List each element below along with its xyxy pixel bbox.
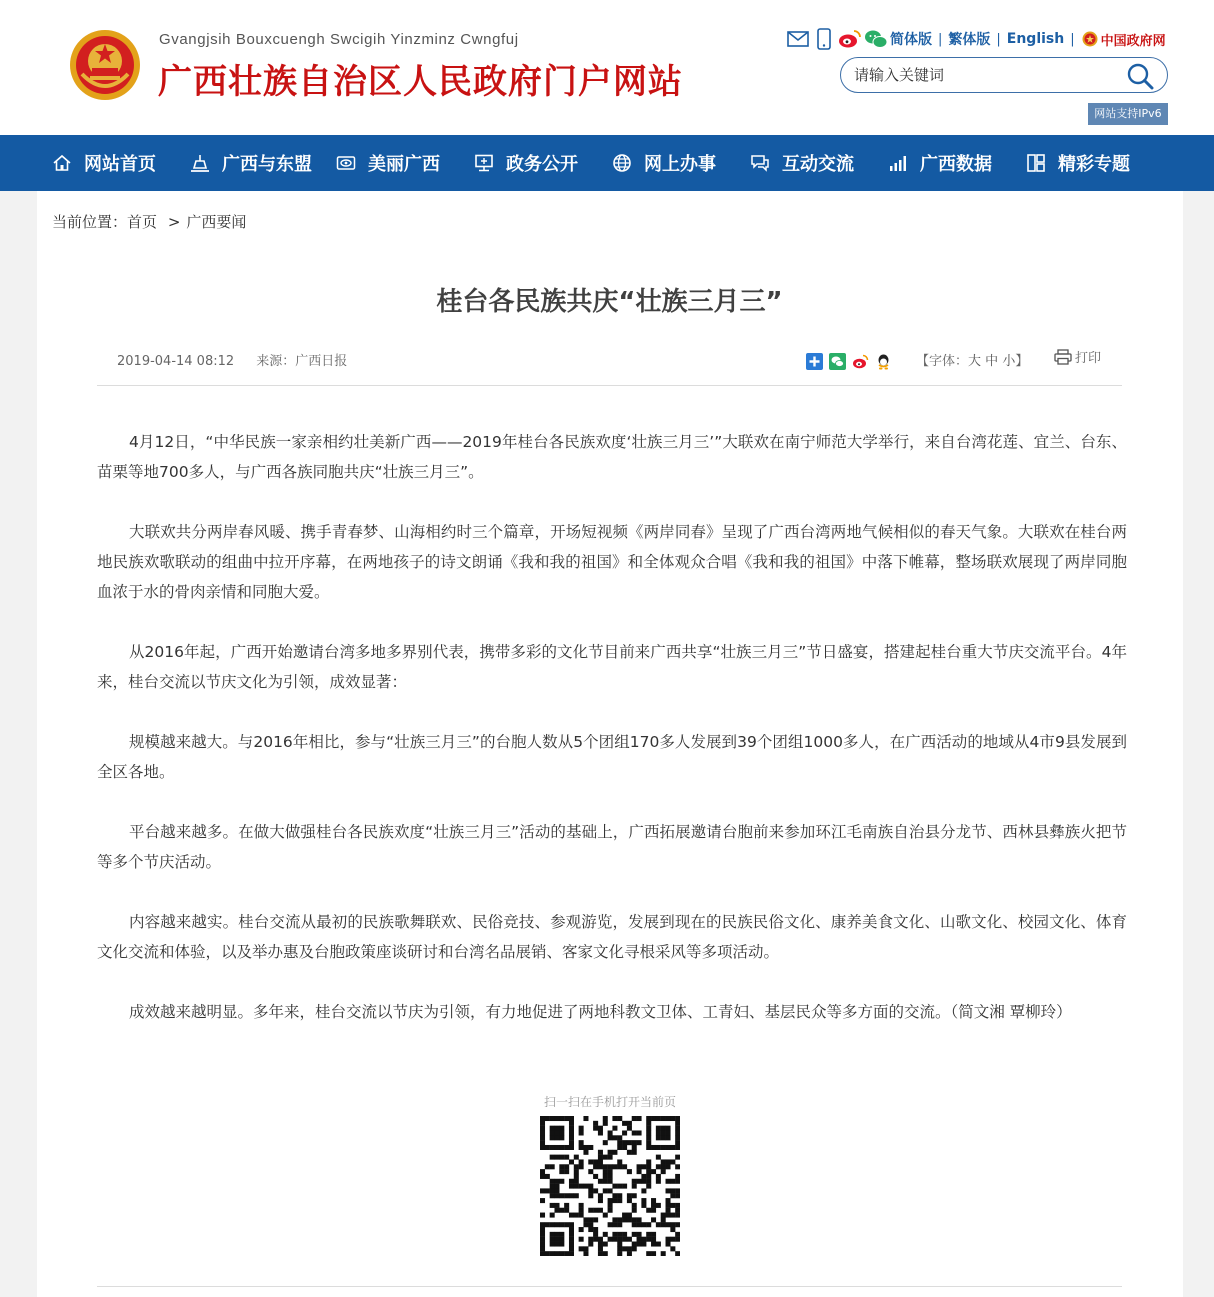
site-header — [0, 0, 1214, 135]
wechat-icon[interactable] — [864, 27, 888, 51]
article-paragraph: 规模越来越大。与2016年相比，参与“壮族三月三”的台胞人数从5个团组170多人发展到39个团组1000多人，在广西活动的地域从4市9县发展到全区各地。 — [97, 733, 1127, 781]
share-qq-icon[interactable] — [875, 353, 892, 370]
nav-label: 网上办事 — [644, 154, 716, 175]
print-label: 打印 — [1075, 351, 1102, 366]
separator: | — [996, 31, 1001, 47]
article-paragraph: 内容越来越实。桂台交流从最初的民族歌舞联欢、民俗竞技、参观游览，发展到现在的民族民俗文化、康养美食文化、山歌文化、校园文化、体育文化交流和体验，以及举办惠及台胞政策座谈研讨和台湾名品展销、客家文化寻根采风等多项活动。 — [97, 913, 1127, 961]
article-paragraph: 4月12日，“中华民族一家亲相约壮美新广西——2019年桂台各民族欢度‘壮族三月三’”大联欢在南宁师范大学举行，来自台湾花莲、宜兰、台东、苗栗等地700多人，与广西各族同胞共庆“壮族三月三”。 — [97, 433, 1127, 481]
monitor-icon — [474, 153, 494, 173]
nav-label: 精彩专题 — [1058, 154, 1130, 175]
qr-caption: 扫一扫在手机打开当前页 — [543, 1095, 676, 1109]
article-paragraph: 从2016年起，广西开始邀请台湾多地多界别代表，携带多彩的文化节目前来广西共享“壮族三月三”节日盛宴，搭建起桂台重大节庆交流平台。4年来，桂台交流以节庆文化为引领，成效显著： — [97, 643, 1127, 691]
article-date: 2019-04-14 08:12 — [117, 354, 235, 369]
nav-item-online-services[interactable] — [612, 135, 716, 191]
nav-item-beautiful[interactable] — [336, 135, 440, 191]
china-gov-link[interactable]: 中国政府网 — [1100, 33, 1166, 49]
print-button[interactable] — [1054, 347, 1101, 366]
article-source: 来源：广西日报 — [256, 354, 348, 369]
qr-code-image — [540, 1116, 680, 1256]
nav-label: 政务公开 — [506, 154, 578, 175]
article-title: 桂台各民族共庆“壮族三月三” — [436, 287, 783, 317]
breadcrumb-section-link[interactable]: 广西要闻 — [186, 213, 247, 231]
grid-icon — [1026, 153, 1046, 173]
printer-icon — [1054, 349, 1072, 365]
breadcrumb-home-link[interactable]: 首页 — [127, 213, 158, 231]
article-paragraph: 成效越来越明显。多年来，桂台交流以节庆为引领，有力地促进了两地科教文卫体、工青妇、基层民众等多方面的交流。（简文湘 覃柳玲） — [129, 1003, 1072, 1021]
gov-emblem-icon — [1081, 27, 1099, 51]
globe-icon — [612, 153, 632, 173]
breadcrumb-prefix: 当前位置： — [52, 213, 128, 231]
separator: | — [1070, 31, 1075, 47]
weibo-icon[interactable] — [838, 27, 862, 51]
search-input[interactable] — [854, 64, 1122, 86]
font-medium-button[interactable]: 中 — [985, 354, 999, 369]
traditional-version-link[interactable]: 繁体版 — [948, 32, 991, 48]
simplified-version-link[interactable]: 简体版 — [890, 32, 932, 48]
english-version-link[interactable]: English — [1006, 31, 1065, 47]
site-title[interactable]: 广西壮族自治区人民政府门户网站 — [158, 62, 683, 102]
eye-icon — [336, 153, 356, 173]
national-emblem-icon[interactable] — [68, 28, 142, 102]
share-bar — [806, 353, 892, 370]
article-paragraph: 大联欢共分两岸春风暖、携手青春梦、山海相约时三个篇章，开场短视频《两岸同春》呈现了广西台湾两地气候相似的春天气象。大联欢在桂台两地民族欢歌联动的组曲中拉开序幕，在两地孩子的诗文朗诵《我和我的祖国》和全体观众合唱《我和我的祖国》中落下帷幕，整场联欢展现了两岸同胞血浓于水的骨肉亲情和同胞大爱。 — [97, 523, 1127, 601]
nav-item-interaction[interactable] — [750, 135, 854, 191]
nav-label: 美丽广西 — [368, 154, 440, 175]
article-meta — [117, 350, 347, 369]
nav-item-asean[interactable] — [190, 135, 312, 191]
chat-icon — [750, 153, 770, 173]
nav-item-home[interactable] — [52, 135, 156, 191]
nav-label: 互动交流 — [782, 154, 854, 175]
breadcrumb — [52, 211, 246, 232]
search-box — [840, 57, 1168, 93]
font-size-prefix: 【字体： — [916, 354, 969, 369]
share-more-icon[interactable] — [806, 353, 823, 370]
nav-item-data[interactable] — [888, 135, 992, 191]
divider — [97, 1286, 1122, 1287]
divider — [97, 385, 1122, 386]
font-small-button[interactable]: 小 — [1002, 354, 1016, 369]
article-paragraph: 平台越来越多。在做大做强桂台各民族欢度“壮族三月三”活动的基础上，广西拓展邀请台胞前来参加环江毛南族自治县分龙节、西林县彝族火把节等多个节庆活动。 — [97, 823, 1127, 871]
separator: | — [938, 31, 943, 47]
home-icon — [52, 153, 72, 173]
font-large-button[interactable]: 大 — [968, 354, 982, 369]
nav-label: 广西与东盟 — [222, 154, 312, 175]
share-weibo-icon[interactable] — [852, 353, 869, 370]
nav-item-topics[interactable] — [1026, 135, 1130, 191]
main-nav — [0, 135, 1214, 191]
nav-label: 广西数据 — [920, 154, 992, 175]
search-icon[interactable] — [1125, 61, 1155, 91]
font-size-suffix: 】 — [1015, 354, 1029, 369]
mail-icon[interactable] — [786, 27, 810, 51]
landmark-icon — [190, 153, 210, 173]
share-wechat-icon[interactable] — [829, 353, 846, 370]
nav-label: 网站首页 — [84, 154, 156, 175]
ipv6-badge: 网站支持IPv6 — [1088, 103, 1168, 125]
mobile-icon[interactable] — [812, 27, 836, 51]
nav-item-gov-affairs[interactable] — [474, 135, 578, 191]
breadcrumb-separator: > — [167, 213, 181, 231]
top-links — [786, 26, 1166, 52]
font-size-control — [916, 350, 1028, 369]
site-latin-name: Gvangjsih Bouxcuengh Swcigih Yinzminz Cwngfuj — [159, 31, 519, 48]
bar-chart-icon — [888, 153, 908, 173]
